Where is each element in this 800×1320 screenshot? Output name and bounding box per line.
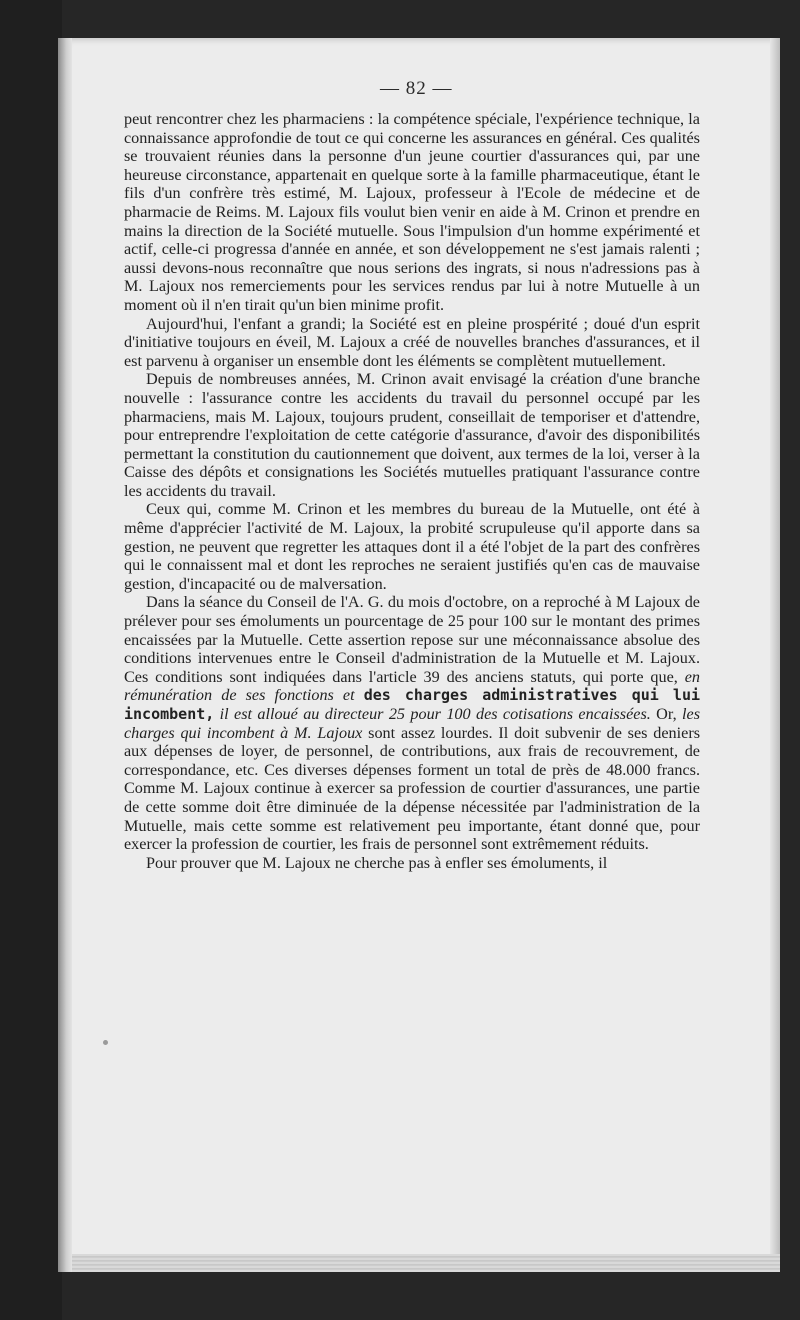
paragraph-5-text-mid: Or, (650, 705, 683, 723)
book-spine-shadow (0, 0, 62, 1320)
paragraph-1: peut rencontrer chez les pharmaciens : la compétence spéciale, l'expérience technique, la connaissance approfondie de tout ce qui concerne les assurances en général. Ces qualités se trouvaient réunies dans la personne d'un jeune courtier d'assurances qui, par une heureuse circonstance, appartenait en quelque sorte à la famille pharmaceutique, étant le fils d'un confrère très estimé, M. Lajoux, professeur à l'Ecole de médecine et de pharmacie de Reims. M. Lajoux fils voulut bien venir en aide à M. Crinon et prendre en mains la direction de la Société mutuelle. Sous l'impulsion d'un homme expérimenté et actif, celle-ci progressa d'année en année, et son développement ne s'est jamais ralenti ; aussi devons-nous reconnaître que nous serions des ingrats, si nous n'adressions pas à M. Lajoux nos remerciements pour les services rendus par lui à notre Mutuelle à un moment où il n'en tirait qu'un bien minime profit. (124, 110, 700, 314)
page-gutter (58, 38, 72, 1272)
paragraph-5 (124, 593, 700, 853)
paper-speck (103, 1040, 108, 1045)
paragraph-5-italic-3: les charges qui incombent à M. Lajoux (124, 705, 700, 742)
paragraph-2: Aujourd'hui, l'enfant a grandi; la Société est en pleine prospérité ; doué d'un esprit d'initiative toujours en éveil, M. Lajoux a créé de nouvelles branches d'assurances, et il est parvenu à organiser un ensemble dont les éléments se complètent mutuellement. (124, 314, 700, 370)
paragraph-5-bold: des charges administratives qui lui incombent, (124, 686, 701, 723)
page-number: — 82 — (380, 78, 453, 99)
paragraph-3: Depuis de nombreuses années, M. Crinon avait envisagé la création d'une branche nouvelle : l'assurance contre les accidents du travail du personnel occupé par les pharmaciens, mais M. Lajoux, toujours prudent, conseillait de temporiser et d'attendre, pour entreprendre l'exploitation de cette catégorie d'assurance, d'avoir des disponibilités permettant la constitution du cautionnement que doivent, aux termes de la loi, verser à la Caisse des dépôts et consignations les Sociétés mutuelles pratiquant l'assurance contre les accidents du travail. (124, 370, 700, 500)
page-bottom-edge (72, 1254, 780, 1272)
paragraph-5-italic-1: en rémunération de ses fonctions et (124, 667, 700, 705)
paragraph-4: Ceux qui, comme M. Crinon et les membres du bureau de la Mutuelle, ont été à même d'apprécier l'activité de M. Lajoux, la probité scrupuleuse qu'il apporte dans sa gestion, ne peuvent que regretter les attaques dont il a été l'objet de la part des confrères qui le connaissent mal et dont les reproches ne seraient justifiés qu'en cas de mauvaise gestion, d'incapacité ou de malversation. (124, 500, 700, 593)
paragraph-5-text-after: sont assez lourdes. Il doit subvenir de ses deniers aux dépenses de loyer, de personnel, de contributions, aux frais de recouvrement, de correspondance, etc. Ces diverses dépenses forment un total de près de 48.000 francs. Comme M. Lajoux continue à exercer sa profession de courtier d'assurances, une partie de cette somme doit être diminuée de la dépense nécessitée par l'administration de la Mutuelle, mais cette somme est relativement peu importante, étant donné que, pour exercer la profession de courtier, les frais de personnel sont extrêmement réduits. (124, 723, 701, 854)
body-text (124, 110, 700, 872)
page-fore-edge (770, 38, 780, 1272)
paragraph-5-text-before: Dans la séance du Conseil de l'A. G. du mois d'octobre, on a reproché à M Lajoux de prélever pour ses émoluments un pourcentage de 25 pour 100 sur le montant des primes encaissées par la Mutuelle. Cette assertion repose sur une méconnaissance absolue des conditions intervenues entre le Conseil d'administration de la Mutuelle et M. Lajoux. Ces conditions sont indiquées dans l'article 39 des anciens statuts, qui porte que, (124, 593, 700, 686)
paragraph-5-italic-2: il est alloué au directeur 25 pour 100 des cotisations encaissées. (214, 705, 651, 723)
paragraph-6: Pour prouver que M. Lajoux ne cherche pas à enfler ses émoluments, il (146, 853, 608, 872)
